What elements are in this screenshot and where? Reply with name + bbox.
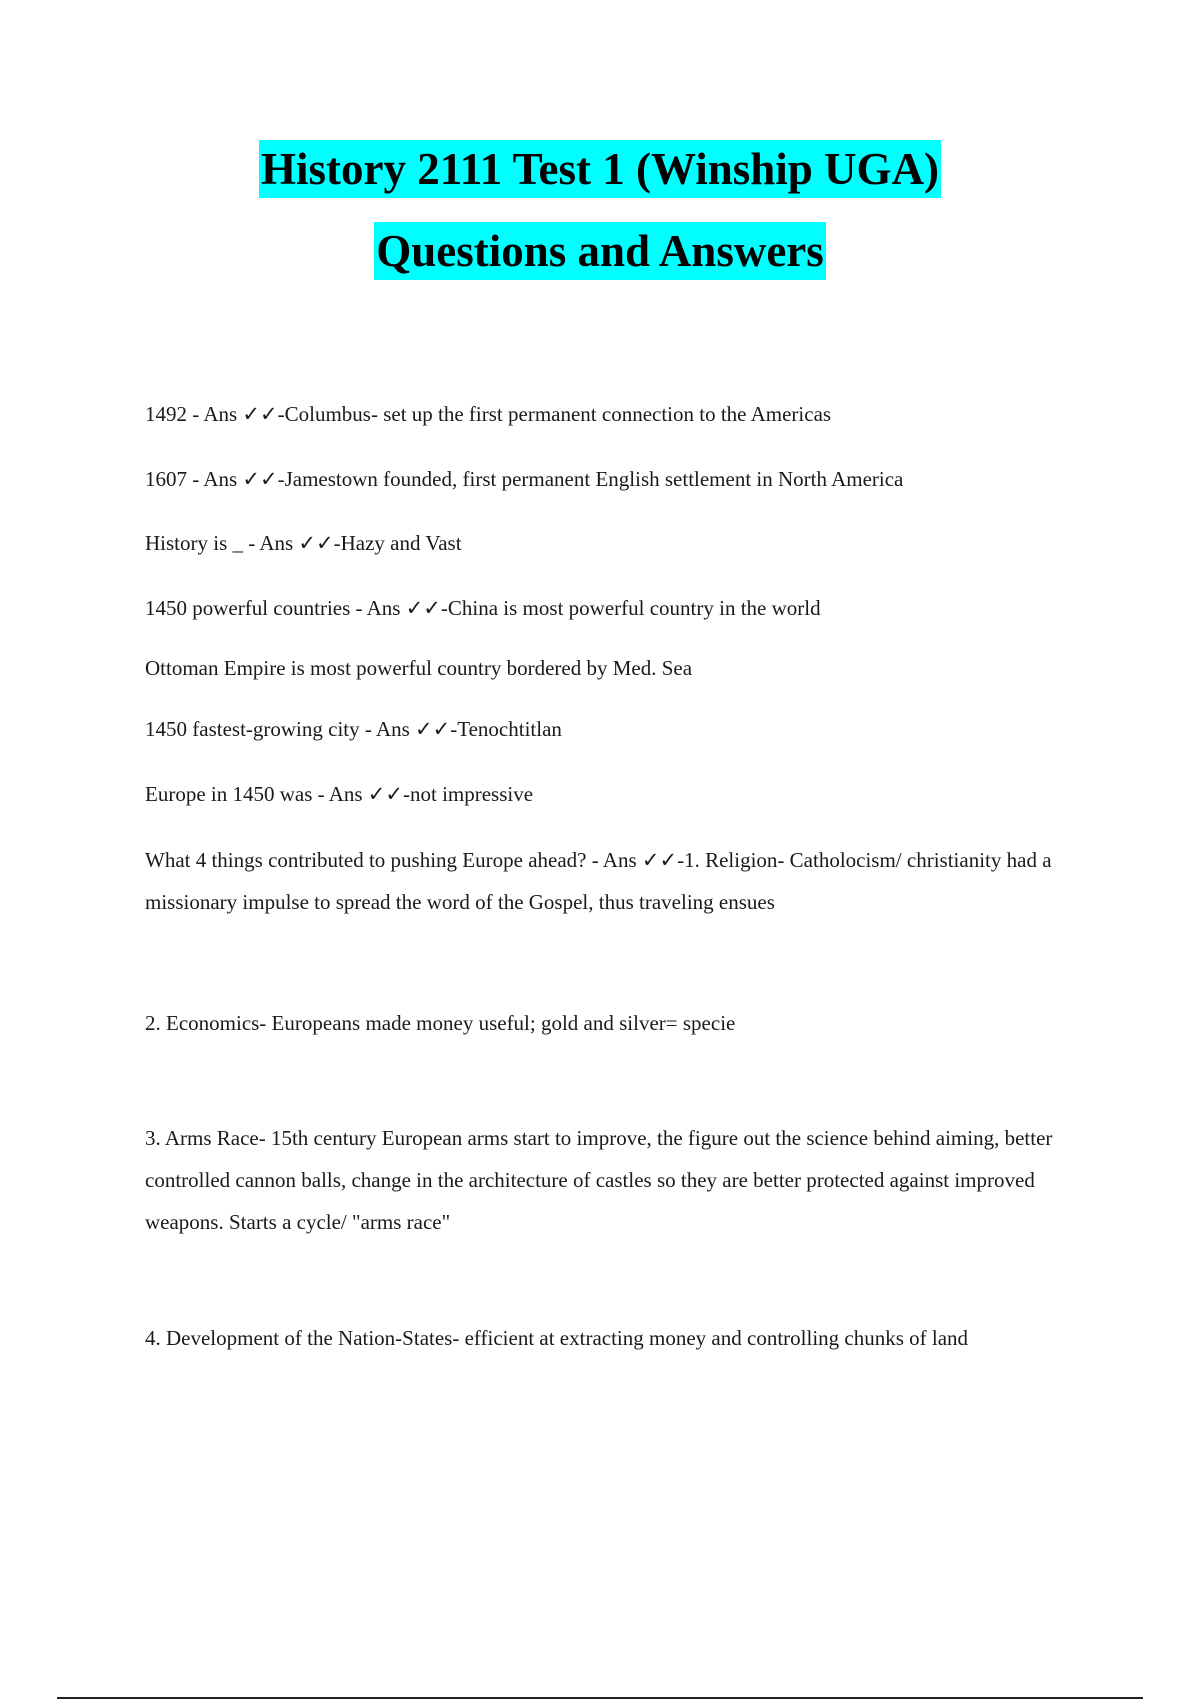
qa-entry-ottoman: Ottoman Empire is most powerful country bordered by Med. Sea bbox=[145, 656, 693, 680]
document-title bbox=[0, 140, 1200, 280]
title-line-2: Questions and Answers bbox=[374, 222, 826, 280]
list-item-nation-states: 4. Development of the Nation-States- efficient at extracting money and controlling chunks of land bbox=[145, 1326, 969, 1350]
list-item-arms-race: 3. Arms Race- 15th century European arms start to improve, the figure out the science behind aiming, better controlled cannon balls, change in the architecture of castles so they are better protected against improved weapons. Starts a cycle/ "arms race" bbox=[145, 1126, 1053, 1234]
qa-entry-fastest-city: 1450 fastest-growing city - Ans ✓✓-Tenochtitlan bbox=[145, 717, 562, 741]
qa-entry-four-things: What 4 things contributed to pushing Europe ahead? - Ans ✓✓-1. Religion- Catholocism/ christianity had a missionary impulse to spread the word of the Gospel, thus traveling ensues bbox=[145, 848, 1052, 914]
qa-entry-europe-1450: Europe in 1450 was - Ans ✓✓-not impressive bbox=[145, 782, 534, 806]
footer-divider bbox=[57, 1697, 1143, 1699]
qa-entry-1492: 1492 - Ans ✓✓-Columbus- set up the first permanent connection to the Americas bbox=[145, 402, 832, 426]
list-item-economics: 2. Economics- Europeans made money useful; gold and silver= specie bbox=[145, 1011, 736, 1035]
qa-entry-1607: 1607 - Ans ✓✓-Jamestown founded, first permanent English settlement in North America bbox=[145, 467, 904, 491]
qa-entry-powerful-countries: 1450 powerful countries - Ans ✓✓-China is most powerful country in the world bbox=[145, 596, 821, 620]
qa-entry-history-is: History is _ - Ans ✓✓-Hazy and Vast bbox=[145, 531, 462, 555]
title-line-1: History 2111 Test 1 (Winship UGA) bbox=[259, 140, 941, 198]
